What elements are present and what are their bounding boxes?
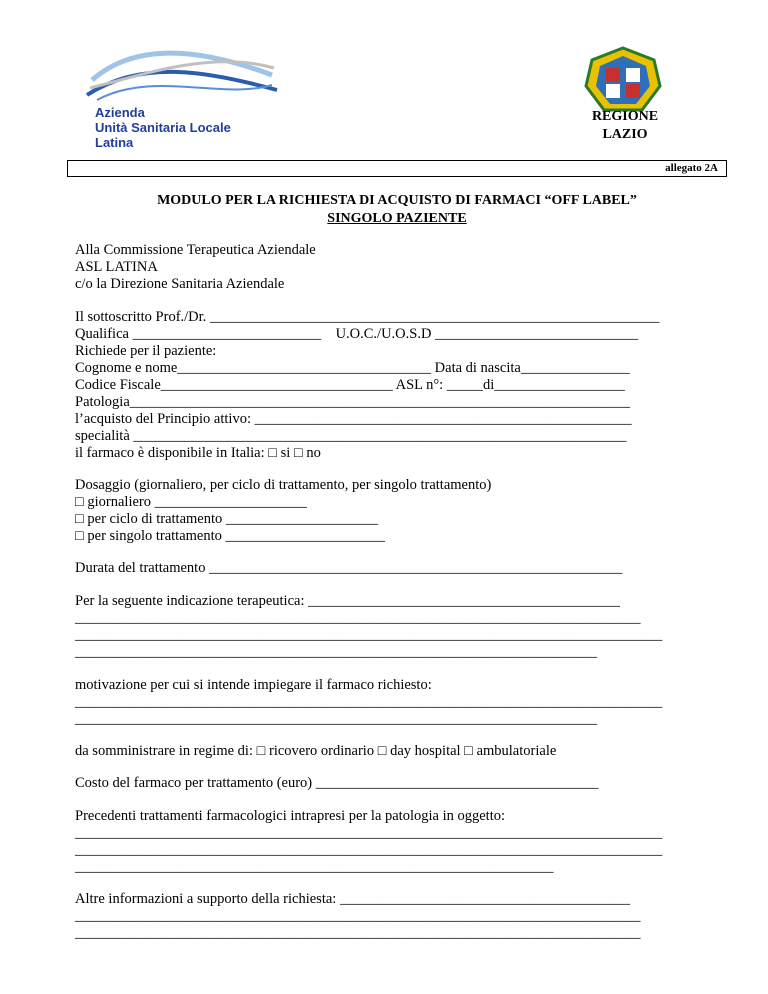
field-regime[interactable]: da somministrare in regime di: □ ricovero ordinario □ day hospital □ ambulatoriale xyxy=(75,743,557,759)
field-indicazione[interactable]: Per la seguente indicazione terapeutica: ___________________________________________ xyxy=(75,593,620,609)
blank-line[interactable]: _________________________________________________________________________________ xyxy=(75,694,663,710)
blank-line[interactable]: _________________________________________________________________________________ xyxy=(75,842,663,858)
address-line: Alla Commissione Terapeutica Aziendale xyxy=(75,242,316,258)
blank-line[interactable]: ______________________________________________________________________________ xyxy=(75,908,641,924)
allegato-box xyxy=(67,160,727,177)
region-line: REGIONE xyxy=(591,109,659,124)
field-altre-informazioni[interactable]: Altre informazioni a supporto della richiesta: ________________________________________ xyxy=(75,891,630,907)
field-durata[interactable]: Durata del trattamento _________________________________________________________ xyxy=(75,560,623,576)
document-title xyxy=(67,192,727,228)
field-sottoscritto[interactable]: Il sottoscritto Prof./Dr. ______________________________________________________________ xyxy=(75,309,660,325)
field-principio-attivo[interactable]: l’acquisto del Principio attivo: ____________________________________________________ xyxy=(75,411,632,427)
regione-lazio-emblem xyxy=(584,46,662,114)
asl-logo-text xyxy=(95,105,231,150)
blank-line[interactable]: _________________________________________________________________________________ xyxy=(75,627,663,643)
blank-line[interactable]: __________________________________________________________________ xyxy=(75,859,554,875)
region-line: LAZIO xyxy=(602,127,648,142)
blank-line[interactable]: ______________________________________________________________________________ xyxy=(75,610,641,626)
field-cognome-nome[interactable]: Cognome e nome___________________________________ Data di nascita_______________ xyxy=(75,360,630,376)
field-disponibile-italia[interactable]: il farmaco è disponibile in Italia: □ si □ no xyxy=(75,445,321,461)
label-richiede: Richiede per il paziente: xyxy=(75,343,217,359)
blank-line[interactable]: ______________________________________________________________________________ xyxy=(75,925,641,941)
title-line: MODULO PER LA RICHIESTA DI ACQUISTO DI FARMACI “OFF LABEL” xyxy=(157,193,637,208)
allegato-label: allegato 2A xyxy=(665,162,718,174)
title-subtitle: SINGOLO PAZIENTE xyxy=(327,211,467,226)
blank-line[interactable]: ________________________________________________________________________ xyxy=(75,711,597,727)
field-codice-fiscale[interactable]: Codice Fiscale________________________________ ASL n°: _____di__________________ xyxy=(75,377,625,393)
label-dosaggio: Dosaggio (giornaliero, per ciclo di trattamento, per singolo trattamento) xyxy=(75,477,492,493)
regione-lazio-label xyxy=(580,108,670,144)
address-line: c/o la Direzione Sanitaria Aziendale xyxy=(75,276,285,292)
blank-line[interactable]: ________________________________________________________________________ xyxy=(75,644,597,660)
field-qualifica[interactable]: Qualifica __________________________ U.O.C./U.O.S.D ____________________________ xyxy=(75,326,639,342)
field-patologia[interactable]: Patologia_____________________________________________________________________ xyxy=(75,394,631,410)
label-motivazione: motivazione per cui si intende impiegare il farmaco richiesto: xyxy=(75,677,432,693)
field-costo[interactable]: Costo del farmaco per trattamento (euro) _______________________________________ xyxy=(75,775,599,791)
asl-logo-line: Latina xyxy=(95,135,134,150)
field-specialita[interactable]: specialità ____________________________________________________________________ xyxy=(75,428,627,444)
asl-logo-line: Unità Sanitaria Locale xyxy=(95,120,231,135)
field-singolo-trattamento[interactable]: □ per singolo trattamento ______________________ xyxy=(75,528,386,544)
blank-line[interactable]: _________________________________________________________________________________ xyxy=(75,825,663,841)
asl-logo-line: Azienda xyxy=(95,105,145,120)
field-ciclo-trattamento[interactable]: □ per ciclo di trattamento _____________________ xyxy=(75,511,379,527)
address-line: ASL LATINA xyxy=(75,259,158,275)
label-precedenti: Precedenti trattamenti farmacologici intrapresi per la patologia in oggetto: xyxy=(75,808,506,824)
field-giornaliero[interactable]: □ giornaliero _____________________ xyxy=(75,494,307,510)
